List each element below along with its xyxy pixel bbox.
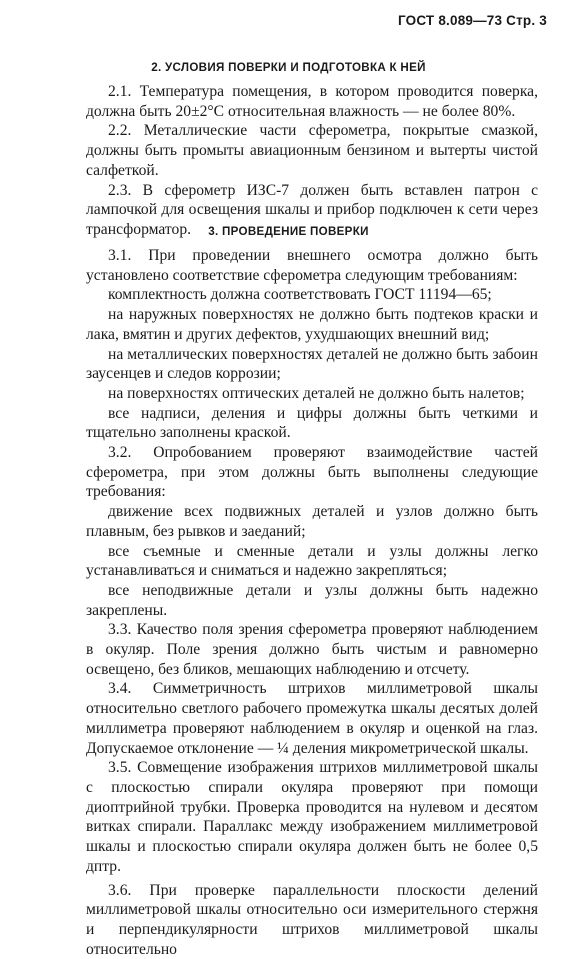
paragraph-2-3: 2.3. В сферометр ИЗС-7 должен быть вставлен патрон с лампочкой для освещения шкалы и прибор подключен к сети через трансформатор. — [86, 181, 538, 240]
paragraph-3-5: 3.5. Совмещение изображения штрихов миллиметровой шкалы с плоскостью спирали окуляра проверяют при помощи диоптрийной трубки. Проверка проводится на нулевом и десятом витках спирали. Параллакс между изображением миллиметровой шкалы и плоскостью спирали окуляра должен быть не более 0,5 дптр. — [86, 758, 538, 876]
paragraph-2-1: 2.1. Температура помещения, в котором проводится поверка, должна быть 20±2°С относительная влажность — не более 80%. — [86, 82, 538, 121]
paragraph-3-4: 3.4. Симметричность штрихов миллиметровой шкалы относительно светлого рабочего промежутка шкалы десятых долей миллиметра проверяют наблюдением в окуляр и оценкой на глаз. Допускаемое отклонение — ¼ деления микрометрической шкалы. — [86, 679, 538, 758]
paragraph-3-2-item: все съемные и сменные детали и узлы должны легко устанавливаться и сниматься и надежно закрепляться; — [86, 542, 538, 581]
section-body-procedure — [86, 246, 538, 959]
paragraph-3-2-item: все неподвижные детали и узлы должны быть надежно закреплены. — [86, 581, 538, 620]
paragraph-3-1: 3.1. При проведении внешнего осмотра должно быть установлено соответствие сферометра следующим требованиям: — [86, 246, 538, 285]
paragraph-3-6: 3.6. При проверке параллельности плоскости делений миллиметровой шкалы относительно оси измерительного стержня и перпендикулярности штрихов миллиметровой шкалы относительно — [86, 881, 538, 959]
paragraph-3-1-item: все надписи, деления и цифры должны быть четкими и тщательно заполнены краской. — [86, 404, 538, 443]
section-title-conditions: 2. УСЛОВИЯ ПОВЕРКИ И ПОДГОТОВКА К НЕЙ — [0, 61, 577, 74]
running-header: ГОСТ 8.089—73 Стр. 3 — [398, 13, 547, 28]
paragraph-3-2: 3.2. Опробованием проверяют взаимодействие частей сферометра, при этом должны быть выполнены следующие требования: — [86, 443, 538, 502]
paragraph-3-2-item: движение всех подвижных деталей и узлов должно быть плавным, без рывков и заеданий; — [86, 502, 538, 541]
paragraph-3-1-item: комплектность должна соответствовать ГОСТ 11194—65; — [86, 285, 538, 305]
section-title-procedure: 3. ПРОВЕДЕНИЕ ПОВЕРКИ — [0, 225, 577, 238]
paragraph-3-1-item: на наружных поверхностях не должно быть подтеков краски и лака, вмятин и других дефектов, ухудшающих внешний вид; — [86, 305, 538, 344]
paragraph-3-1-item: на поверхностях оптических деталей не должно быть налетов; — [86, 384, 538, 404]
section-body-conditions — [86, 82, 538, 240]
paragraph-3-3: 3.3. Качество поля зрения сферометра проверяют наблюдением в окуляр. Поле зрения должно быть чистым и равномерно освещено, без бликов, мешающих наблюдению и отсчету. — [86, 620, 538, 679]
paragraph-3-1-item: на металлических поверхностях деталей не должно быть забоин заусенцев и следов коррозии; — [86, 345, 538, 384]
paragraph-2-2: 2.2. Металлические части сферометра, покрытые смазкой, должны быть промыты авиационным бензином и вытерты чистой салфеткой. — [86, 121, 538, 180]
